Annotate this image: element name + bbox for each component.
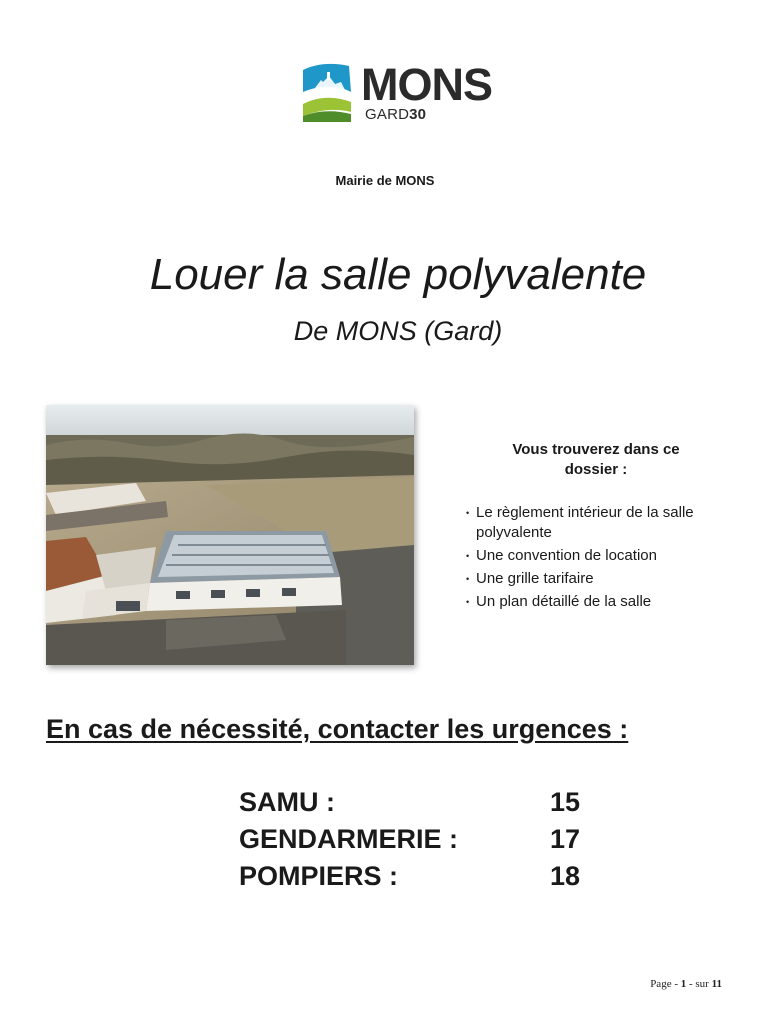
dossier-list [466,503,716,615]
samu-label: SAMU : [239,787,335,817]
gendarmerie-label: GENDARMERIE : [239,824,459,854]
list-item [466,592,716,612]
list-item-text: Une convention de location [476,547,657,564]
samu-number: 15 [549,787,580,817]
page-footer [560,978,722,990]
list-item [466,546,716,566]
logo-region [365,106,426,124]
pompiers-label: POMPIERS : [239,861,399,891]
aerial-photo-illustration [46,405,414,665]
mons-logo [297,59,512,128]
gendarmerie-number: 17 [549,824,580,854]
pompiers-number: 18 [549,861,580,891]
mons-emblem-icon [297,62,355,124]
salle-polyvalente-photo [46,405,414,665]
logo-region-number: 30 [409,106,427,123]
page-title: Louer la salle polyvalente [149,250,647,299]
emergency-heading: En cas de nécessité, contacter les urgences : [46,714,629,744]
bullet-icon: • [466,597,470,607]
list-item [466,569,716,589]
logo-region-name: GARD [365,106,410,123]
footer-page-number: 1 [680,978,687,990]
list-item-text: Le règlement intérieur de la salle polyvalente [476,504,694,541]
bullet-icon: • [466,508,470,518]
page-subtitle: De MONS (Gard) [293,316,503,346]
mairie-label: Mairie de MONS [335,173,435,188]
list-item-text: Une grille tarifaire [476,570,594,587]
dossier-heading: Vous trouverez dans ce dossier : [512,441,680,478]
list-item-text: Un plan détaillé de la salle [476,593,652,610]
footer-prefix: Page - [650,978,678,990]
footer-total-pages: 11 [711,978,722,990]
list-item [466,503,716,543]
footer-middle: - sur [688,978,709,990]
bullet-icon: • [466,574,470,584]
logo-wordmark: MONS [361,59,492,110]
bullet-icon: • [466,551,470,561]
